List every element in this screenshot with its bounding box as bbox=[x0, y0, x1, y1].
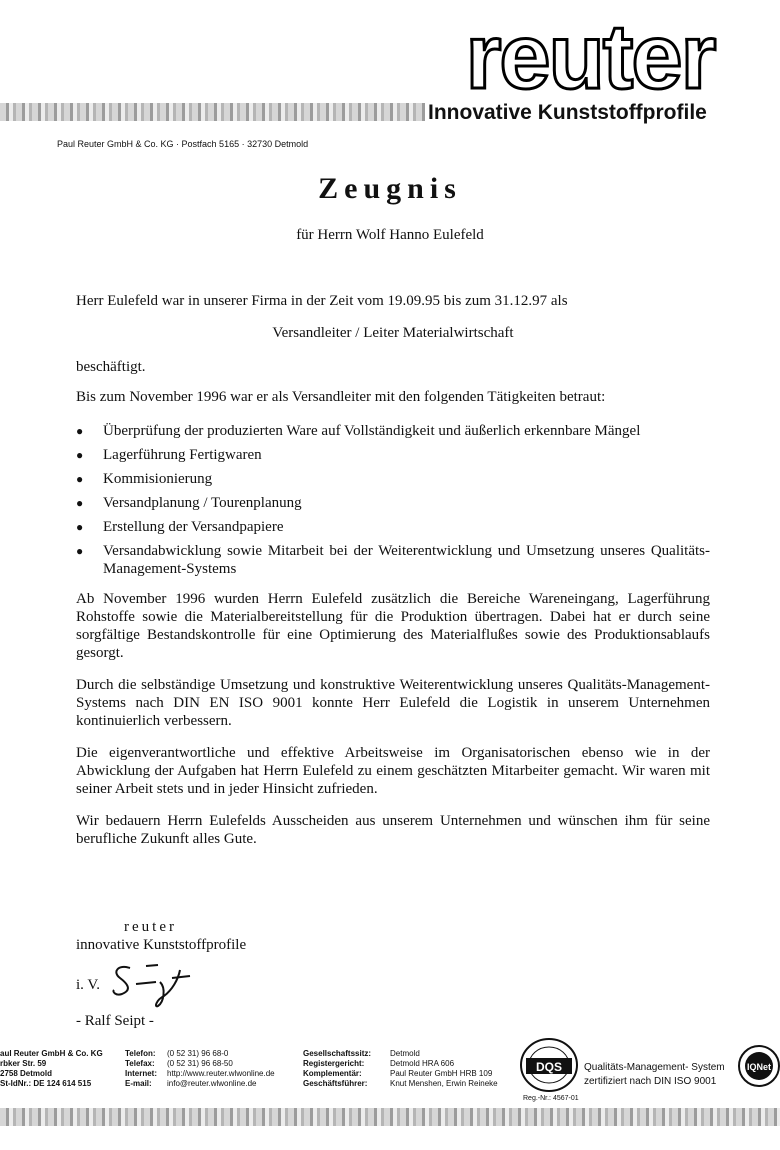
decorative-band-top bbox=[0, 103, 425, 121]
cert-reg-no: Reg.-Nr.: 4567-01 bbox=[523, 1095, 579, 1102]
tasks-intro: Bis zum November 1996 war er als Versandleiter mit den folgenden Tätigkeiten betraut: bbox=[76, 389, 606, 405]
tagline: Innovative Kunststoffprofile bbox=[428, 101, 707, 124]
footer-legal-values bbox=[390, 1049, 498, 1089]
document-subtitle: für Herrn Wolf Hanno Eulefeld bbox=[296, 227, 484, 243]
footer-label: Internet: bbox=[125, 1069, 157, 1078]
sender-line: Paul Reuter GmbH & Co. KG · Postfach 5165 · 32730 Detmold bbox=[57, 139, 309, 149]
footer-label: Registergericht: bbox=[303, 1059, 365, 1068]
list-item: ● Kommisionierung bbox=[76, 470, 710, 488]
iqnet-icon bbox=[737, 1044, 780, 1088]
iqnet-logo-text: IQNet bbox=[746, 1062, 772, 1072]
footer-address-line: St-IdNr.: DE 124 614 515 bbox=[0, 1079, 92, 1088]
iv-label: i. V. bbox=[76, 977, 101, 993]
letter-body bbox=[76, 292, 710, 848]
signature-company-short: reuter bbox=[124, 919, 177, 935]
signatory-name: - Ralf Seipt - bbox=[76, 1013, 154, 1029]
footer-label: Komplementär: bbox=[303, 1069, 362, 1078]
signature-row bbox=[76, 962, 246, 1008]
footer-contact-values bbox=[167, 1049, 275, 1089]
footer-value: Detmold bbox=[390, 1049, 420, 1058]
footer-contact-labels bbox=[125, 1049, 157, 1089]
footer-link[interactable]: http://www.reuter.wlwonline.de bbox=[167, 1069, 275, 1078]
task-list bbox=[76, 422, 710, 578]
footer-label: Telefax: bbox=[125, 1059, 155, 1068]
handwritten-signature bbox=[108, 962, 218, 1008]
list-item: ● Lagerführung Fertigwaren bbox=[76, 446, 710, 464]
list-item: ● Versandabwicklung sowie Mitarbeit bei der Weiterentwicklung und Umsetzung unseres Qualitäts-Management-Systems bbox=[76, 542, 710, 578]
dqs-certificate-icon bbox=[518, 1036, 580, 1094]
reuter-logo bbox=[425, 16, 755, 102]
footer-address-line: rbker Str. 59 bbox=[0, 1059, 47, 1068]
paragraph-farewell: Wir bedauern Herrn Eulefelds Ausscheiden aus unserem Unternehmen und wünschen ihm für seine berufliche Zukunft alles Gute. bbox=[76, 813, 710, 847]
footer-value: (0 52 31) 96 68-50 bbox=[167, 1059, 233, 1068]
footer-value: Paul Reuter GmbH HRB 109 bbox=[390, 1069, 493, 1078]
footer-address bbox=[0, 1049, 103, 1089]
document-title: Zeugnis bbox=[318, 172, 462, 205]
list-item: ● Versandplanung / Tourenplanung bbox=[76, 494, 710, 512]
cert-line-1: Qualitäts-Management- System bbox=[584, 1062, 725, 1073]
paragraph-responsibilities: Ab November 1996 wurden Herrn Eulefeld zusätzlich die Bereiche Wareneingang, Lagerführung Rohstoffe sowie die Materialbereitstellung für die Produktion übertragen. Dabei hat er durch seine sorgfältige Bestandskontrolle für eine Optimierung des Materialflußes sowie des Produktionsablaufs gesorgt. bbox=[76, 591, 710, 661]
footer-label: Gesellschaftssitz: bbox=[303, 1049, 372, 1058]
footer-label: E-mail: bbox=[125, 1079, 152, 1088]
footer-address-line: aul Reuter GmbH & Co. KG bbox=[0, 1049, 103, 1058]
footer-value: Knut Menshen, Erwin Reineke bbox=[390, 1079, 498, 1088]
paragraph-performance: Die eigenverantwortliche und effektive Arbeitsweise im Organisatorischen ebenso wie in der Abwicklung der Aufgaben hat Herrn Eulefeld zu einem geschätzten Mitarbeiter gemacht. Wir waren mit seiner Arbeit stets und in jeder Hinsicht zufrieden. bbox=[76, 745, 710, 797]
list-item: ● Überprüfung der produzierten Ware auf Vollständigkeit und äußerlich erkennbare Mängel bbox=[76, 422, 710, 440]
signature-block bbox=[76, 918, 246, 1030]
list-item: ● Erstellung der Versandpapiere bbox=[76, 518, 710, 536]
cert-line-2: zertifiziert nach DIN ISO 9001 bbox=[584, 1076, 717, 1087]
footer-value: Detmold HRA 606 bbox=[390, 1059, 455, 1068]
footer-legal-labels bbox=[303, 1049, 371, 1089]
decorative-band-bottom bbox=[0, 1108, 780, 1126]
position-line: Versandleiter / Leiter Materialwirtschaft bbox=[272, 325, 514, 341]
footer-address-line: 2758 Detmold bbox=[0, 1069, 53, 1078]
logo-text: reuter bbox=[465, 16, 715, 102]
footer-value: (0 52 31) 96 68-0 bbox=[167, 1049, 229, 1058]
footer-link[interactable]: info@reuter.wlwonline.de bbox=[167, 1079, 257, 1088]
dqs-logo-text: DQS bbox=[535, 1060, 563, 1074]
footer-label: Telefon: bbox=[125, 1049, 156, 1058]
signature-company-full: innovative Kunststoffprofile bbox=[76, 937, 247, 953]
employed-line: beschäftigt. bbox=[76, 359, 146, 375]
intro-paragraph: Herr Eulefeld war in unserer Firma in der Zeit vom 19.09.95 bis zum 31.12.97 als bbox=[76, 293, 568, 309]
footer-label: Geschäftsführer: bbox=[303, 1079, 368, 1088]
paragraph-quality: Durch die selbständige Umsetzung und konstruktive Weiterentwicklung unseres Qualitäts-Management-Systems nach DIN EN ISO 9001 konnte Herr Eulefeld die Logistik in unserem Unternehmen kontinuierlich verbessern. bbox=[76, 677, 710, 729]
